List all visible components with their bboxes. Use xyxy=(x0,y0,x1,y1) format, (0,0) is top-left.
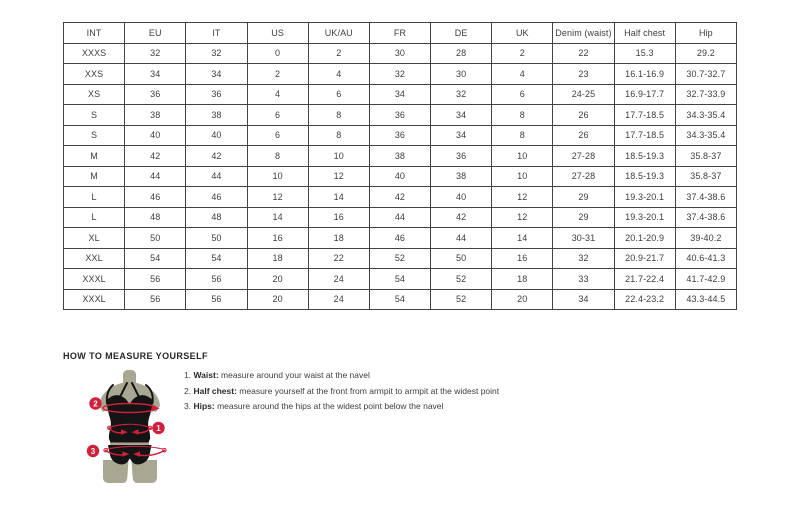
table-cell: 32 xyxy=(553,248,614,269)
table-row xyxy=(64,187,737,208)
table-cell: 30-31 xyxy=(553,228,614,249)
table-cell: 34.3-35.4 xyxy=(675,125,736,146)
table-cell: 20 xyxy=(247,289,308,310)
table-cell: 44 xyxy=(431,228,492,249)
table-cell: 15.3 xyxy=(614,43,675,64)
table-cell: 48 xyxy=(186,207,247,228)
table-row xyxy=(64,289,737,310)
table-row xyxy=(64,207,737,228)
table-cell: 21.7-22.4 xyxy=(614,269,675,290)
table-cell: 56 xyxy=(186,269,247,290)
column-header: FR xyxy=(369,23,430,44)
step-text: measure around the hips at the widest point below the navel xyxy=(214,401,444,411)
table-cell: M xyxy=(64,166,125,187)
table-cell: 20.9-21.7 xyxy=(614,248,675,269)
table-cell: 54 xyxy=(125,248,186,269)
table-cell: 8 xyxy=(308,125,369,146)
table-cell: 37.4-38.6 xyxy=(675,207,736,228)
table-cell: 12 xyxy=(492,207,553,228)
table-cell: 41.7-42.9 xyxy=(675,269,736,290)
table-cell: 29.2 xyxy=(675,43,736,64)
table-cell: 20.1-20.9 xyxy=(614,228,675,249)
column-header: Hip xyxy=(675,23,736,44)
table-cell: 42 xyxy=(369,187,430,208)
table-cell: 37.4-38.6 xyxy=(675,187,736,208)
table-cell: 35.8-37 xyxy=(675,166,736,187)
table-cell: XXXL xyxy=(64,269,125,290)
table-cell: 14 xyxy=(247,207,308,228)
table-cell: 6 xyxy=(247,105,308,126)
header-row xyxy=(64,23,737,44)
table-cell: 54 xyxy=(186,248,247,269)
table-body xyxy=(64,43,737,310)
table-cell: 56 xyxy=(186,289,247,310)
table-cell: 44 xyxy=(186,166,247,187)
table-cell: 44 xyxy=(369,207,430,228)
table-cell: 12 xyxy=(308,166,369,187)
table-row xyxy=(64,105,737,126)
table-cell: L xyxy=(64,187,125,208)
table-cell: 22 xyxy=(553,43,614,64)
table-cell: XS xyxy=(64,84,125,105)
column-header: Half chest xyxy=(614,23,675,44)
step-text: measure around your waist at the navel xyxy=(218,370,370,380)
table-cell: 0 xyxy=(247,43,308,64)
table-cell: 36 xyxy=(369,125,430,146)
table-cell: 48 xyxy=(125,207,186,228)
table-cell: 16 xyxy=(308,207,369,228)
table-cell: 34 xyxy=(369,84,430,105)
table-cell: 4 xyxy=(247,84,308,105)
table-cell: 50 xyxy=(125,228,186,249)
table-cell: 32 xyxy=(186,43,247,64)
mannequin-illustration xyxy=(80,365,190,490)
table-cell: 34 xyxy=(186,64,247,85)
table-cell: 36 xyxy=(186,84,247,105)
table-cell: 8 xyxy=(308,105,369,126)
table-row xyxy=(64,64,737,85)
table-cell: 46 xyxy=(186,187,247,208)
column-header: Denim (waist) xyxy=(553,23,614,44)
table-cell: S xyxy=(64,125,125,146)
table-cell: 29 xyxy=(553,187,614,208)
column-header: UK xyxy=(492,23,553,44)
table-cell: 14 xyxy=(492,228,553,249)
table-cell: 42 xyxy=(186,146,247,167)
table-cell: 22 xyxy=(308,248,369,269)
measure-step xyxy=(184,399,499,415)
table-cell: 28 xyxy=(431,43,492,64)
table-cell: 20 xyxy=(247,269,308,290)
table-cell: 30 xyxy=(369,43,430,64)
table-cell: 10 xyxy=(492,166,553,187)
table-cell: 2 xyxy=(247,64,308,85)
table-row xyxy=(64,43,737,64)
table-cell: 32 xyxy=(431,84,492,105)
measure-step xyxy=(184,384,499,400)
table-cell: 26 xyxy=(553,105,614,126)
step-number: 1. xyxy=(184,370,192,380)
table-cell: 19.3-20.1 xyxy=(614,187,675,208)
table-cell: 18 xyxy=(308,228,369,249)
table-cell: XXS xyxy=(64,64,125,85)
column-header: US xyxy=(247,23,308,44)
table-cell: XXXL xyxy=(64,289,125,310)
table-cell: 33 xyxy=(553,269,614,290)
table-cell: 16.9-17.7 xyxy=(614,84,675,105)
step-label: Hips: xyxy=(193,401,215,411)
table-cell: 43.3-44.5 xyxy=(675,289,736,310)
table-cell: 20 xyxy=(492,289,553,310)
table-cell: 19.3-20.1 xyxy=(614,207,675,228)
how-to-measure-heading: HOW TO MEASURE YOURSELF xyxy=(63,351,208,361)
table-cell: 27-28 xyxy=(553,146,614,167)
table-cell: 34 xyxy=(125,64,186,85)
table-cell: 36 xyxy=(369,105,430,126)
table-cell: 54 xyxy=(369,269,430,290)
table-cell: 40 xyxy=(431,187,492,208)
badge-2-number: 2 xyxy=(93,399,98,409)
table-cell: 14 xyxy=(308,187,369,208)
table-cell: 30 xyxy=(431,64,492,85)
table-cell: 8 xyxy=(492,105,553,126)
table-cell: 52 xyxy=(431,269,492,290)
table-cell: 56 xyxy=(125,269,186,290)
table-cell: XL xyxy=(64,228,125,249)
table-cell: 40 xyxy=(125,125,186,146)
table-cell: 34 xyxy=(431,125,492,146)
table-cell: 32 xyxy=(125,43,186,64)
table-cell: 42 xyxy=(125,146,186,167)
badge-3-number: 3 xyxy=(90,446,96,456)
step-number: 2. xyxy=(184,385,192,396)
step-label: Half chest: xyxy=(193,385,237,396)
table-cell: 24-25 xyxy=(553,84,614,105)
table-cell: 18 xyxy=(247,248,308,269)
size-chart-table xyxy=(63,22,737,310)
table-row xyxy=(64,146,737,167)
table-cell: S xyxy=(64,105,125,126)
table-cell: 38 xyxy=(369,146,430,167)
table-row xyxy=(64,248,737,269)
table-cell: 32.7-33.9 xyxy=(675,84,736,105)
step-label: Waist: xyxy=(193,370,219,380)
table-cell: 10 xyxy=(492,146,553,167)
table-cell: 38 xyxy=(431,166,492,187)
table-cell: 40.6-41.3 xyxy=(675,248,736,269)
column-header: INT xyxy=(64,23,125,44)
table-cell: 35.8-37 xyxy=(675,146,736,167)
measurement-figure xyxy=(80,365,190,490)
table-cell: 26 xyxy=(553,125,614,146)
table-cell: 32 xyxy=(369,64,430,85)
table-cell: 52 xyxy=(369,248,430,269)
step-number: 3. xyxy=(184,401,192,411)
table-cell: XXXS xyxy=(64,43,125,64)
table-cell: 38 xyxy=(186,105,247,126)
table-cell: 29 xyxy=(553,207,614,228)
table-cell: 36 xyxy=(125,84,186,105)
table-cell: 30.7-32.7 xyxy=(675,64,736,85)
badge-1-number: 1 xyxy=(156,423,161,433)
table-cell: 24 xyxy=(308,289,369,310)
table-cell: 12 xyxy=(247,187,308,208)
table-cell: 24 xyxy=(308,269,369,290)
table-cell: 42 xyxy=(431,207,492,228)
table-cell: 17.7-18.5 xyxy=(614,105,675,126)
table-cell: 18.5-19.3 xyxy=(614,146,675,167)
table-cell: 12 xyxy=(492,187,553,208)
table-cell: 34 xyxy=(553,289,614,310)
table-cell: 23 xyxy=(553,64,614,85)
table-row xyxy=(64,166,737,187)
table-cell: 10 xyxy=(247,166,308,187)
measure-steps xyxy=(184,368,499,415)
table-cell: 34 xyxy=(431,105,492,126)
table-cell: 8 xyxy=(247,146,308,167)
table-cell: 40 xyxy=(369,166,430,187)
table-cell: 50 xyxy=(186,228,247,249)
table-cell: 6 xyxy=(492,84,553,105)
table-cell: M xyxy=(64,146,125,167)
table-cell: 40 xyxy=(186,125,247,146)
table-row xyxy=(64,269,737,290)
table-cell: 6 xyxy=(247,125,308,146)
table-cell: 6 xyxy=(308,84,369,105)
column-header: EU xyxy=(125,23,186,44)
table-cell: 10 xyxy=(308,146,369,167)
table-cell: 18 xyxy=(492,269,553,290)
table-row xyxy=(64,228,737,249)
table-cell: 16 xyxy=(492,248,553,269)
table-cell: 50 xyxy=(431,248,492,269)
table-cell: 8 xyxy=(492,125,553,146)
table-cell: 16 xyxy=(247,228,308,249)
table-cell: 52 xyxy=(431,289,492,310)
table-cell: 46 xyxy=(369,228,430,249)
column-header: DE xyxy=(431,23,492,44)
table-cell: XXL xyxy=(64,248,125,269)
table-cell: 56 xyxy=(125,289,186,310)
table-cell: 4 xyxy=(308,64,369,85)
table-cell: 36 xyxy=(431,146,492,167)
table-cell: 22.4-23.2 xyxy=(614,289,675,310)
column-header: IT xyxy=(186,23,247,44)
table-cell: 34.3-35.4 xyxy=(675,105,736,126)
table-cell: 2 xyxy=(492,43,553,64)
table-cell: 2 xyxy=(308,43,369,64)
table-cell: 44 xyxy=(125,166,186,187)
table-cell: 16.1-16.9 xyxy=(614,64,675,85)
table-cell: L xyxy=(64,207,125,228)
table-cell: 38 xyxy=(125,105,186,126)
table-cell: 39-40.2 xyxy=(675,228,736,249)
table-cell: 17.7-18.5 xyxy=(614,125,675,146)
table-cell: 18.5-19.3 xyxy=(614,166,675,187)
step-text: measure yourself at the front from armpit to armpit at the widest point xyxy=(236,385,500,396)
table-cell: 54 xyxy=(369,289,430,310)
table-row xyxy=(64,84,737,105)
table-cell: 27-28 xyxy=(553,166,614,187)
table-cell: 4 xyxy=(492,64,553,85)
measure-step xyxy=(184,368,499,384)
column-header: UK/AU xyxy=(308,23,369,44)
table-row xyxy=(64,125,737,146)
table-head xyxy=(64,23,737,44)
table-cell: 46 xyxy=(125,187,186,208)
